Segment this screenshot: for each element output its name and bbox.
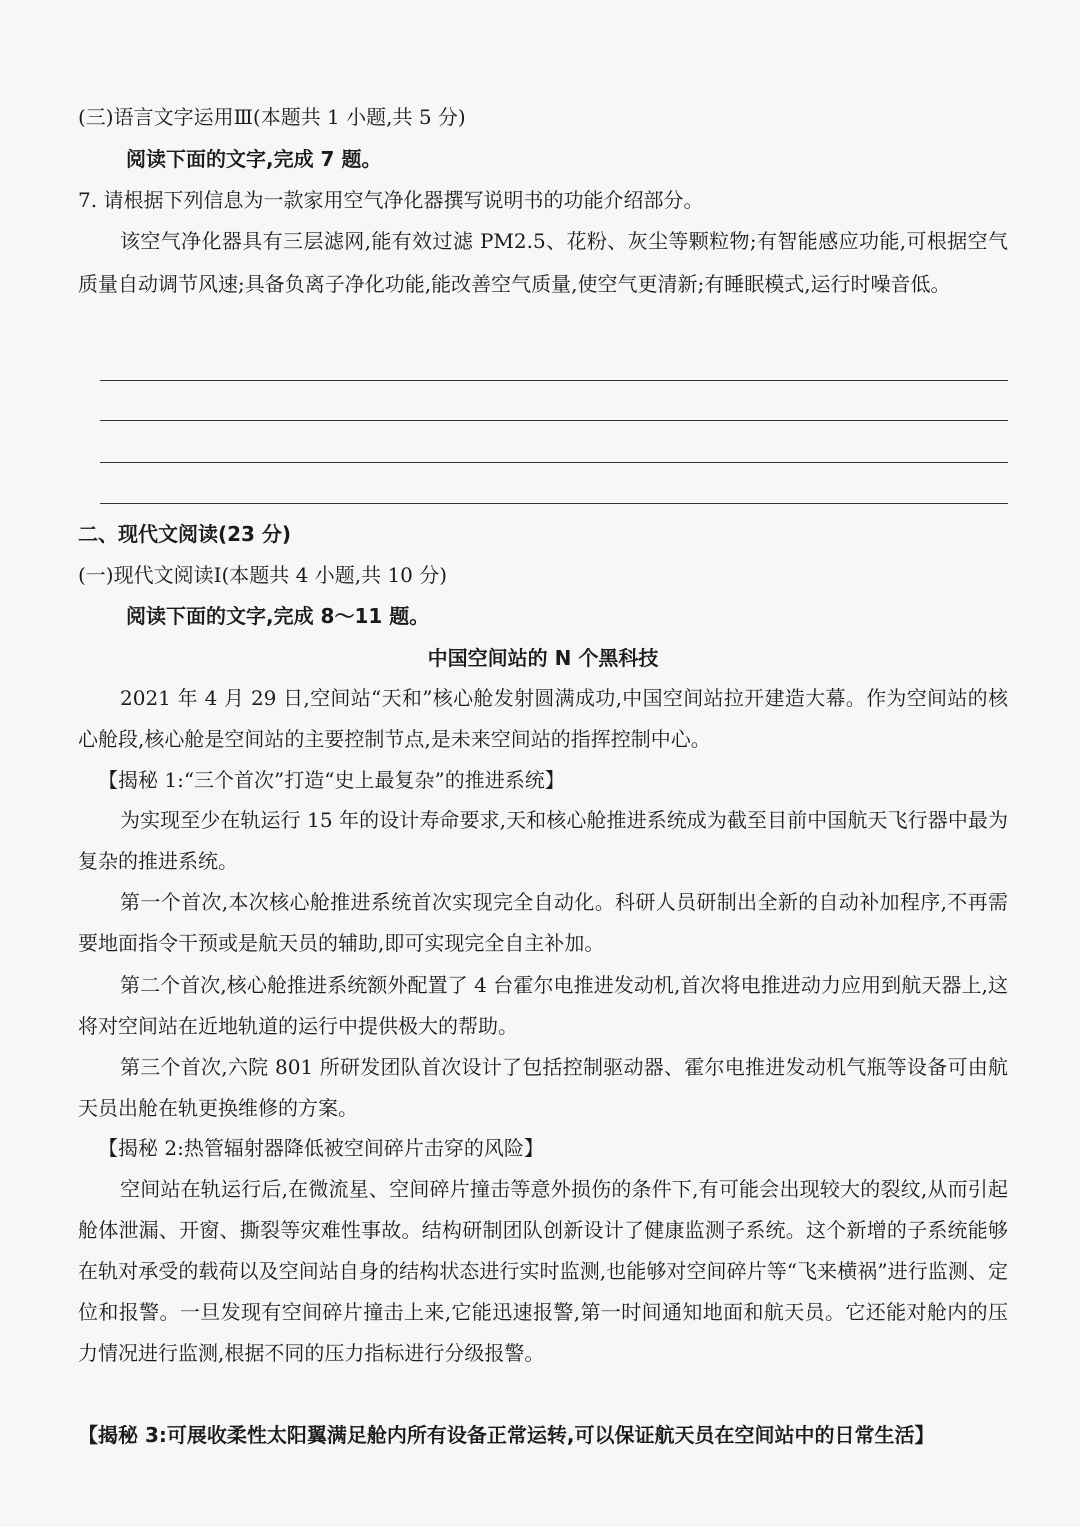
secret-2-heading: 【揭秘 2:热管辐射器降低被空间碎片击穿的风险】 [98, 1136, 544, 1160]
part2-heading: 二、现代文阅读(23 分) [78, 522, 292, 546]
secret-3-heading: 【揭秘 3:可展收柔性太阳翼满足舱内所有设备正常运转,可以保证航天员在空间站中的日常生活】 [78, 1423, 935, 1447]
part2-instruction: 阅读下面的文字,完成 8～11 题。 [126, 604, 430, 628]
question-7: 7. 请根据下列信息为一款家用空气净化器撰写说明书的功能介绍部分。 [78, 188, 704, 212]
article-paragraph-1: 2021 年 4 月 29 日,空间站“天和”核心舱发射圆满成功,中国空间站拉开建造大幕。作为空间站的核心舱段,核心舱是空间站的主要控制节点,是未来空间站的指挥控制中心。 [78, 686, 1008, 751]
answer-line-3[interactable] [100, 462, 1008, 463]
secret-1-heading: 【揭秘 1:“三个首次”打造“史上最复杂”的推进系统】 [98, 768, 565, 792]
article-paragraph-3: 第一个首次,本次核心舱推进系统首次实现完全自动化。科研人员研制出全新的自动补加程序,不再需要地面指令干预或是航天员的辅助,即可实现完全自主补加。 [78, 890, 1008, 955]
article-title: 中国空间站的 N 个黑科技 [427, 646, 659, 670]
answer-line-4[interactable] [100, 503, 1008, 504]
article-paragraph-2: 为实现至少在轨运行 15 年的设计寿命要求,天和核心舱推进系统成为截至目前中国航天飞行器中最为复杂的推进系统。 [78, 808, 1008, 873]
part2-sub-heading: (一)现代文阅读Ⅰ(本题共 4 小题,共 10 分) [78, 563, 448, 587]
article-paragraph-4: 第二个首次,核心舱推进系统额外配置了 4 台霍尔电推进发动机,首次将电推进动力应用到航天器上,这将对空间站在近地轨道的运行中提供极大的帮助。 [78, 973, 1008, 1038]
section3-instruction: 阅读下面的文字,完成 7 题。 [126, 147, 382, 171]
article-paragraph-6: 空间站在轨运行后,在微流星、空间碎片撞击等意外损伤的条件下,有可能会出现较大的裂纹,从而引起舱体泄漏、开窗、撕裂等灾难性事故。结构研制团队创新设计了健康监测子系统。这个新增的子系统能够在轨对承受的载荷以及空间站自身的结构状态进行实时监测,也能够对空间碎片等“飞来横祸”进行监测、定位和报警。一旦发现有空间碎片撞击上来,它能迅速报警,第一时间通知地面和航天员。它还能对舱内的压力情况进行监测,根据不同的压力指标进行分级报警。 [78, 1177, 1008, 1365]
article-paragraph-5: 第三个首次,六院 801 所研发团队首次设计了包括控制驱动器、霍尔电推进发动机气瓶等设备可由航天员出舱在轨更换维修的方案。 [78, 1055, 1008, 1120]
answer-line-2[interactable] [100, 420, 1008, 421]
section3-heading: (三)语言文字运用Ⅲ(本题共 1 小题,共 5 分) [78, 105, 466, 129]
question-7-material: 该空气净化器具有三层滤网,能有效过滤 PM2.5、花粉、灰尘等颗粒物;有智能感应功能,可根据空气质量自动调节风速;具备负离子净化功能,能改善空气质量,使空气更清新;有睡眠模式,运行时噪音低。 [78, 229, 1008, 296]
answer-line-1[interactable] [100, 380, 1008, 381]
